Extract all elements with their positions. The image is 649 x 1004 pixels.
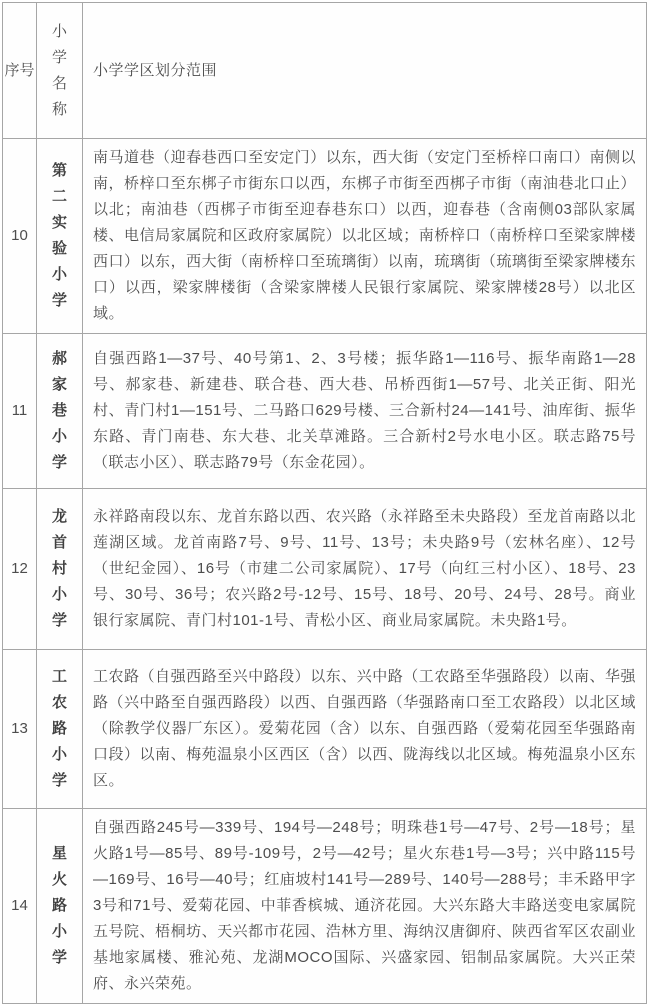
header-school-name: 小学名称 xyxy=(37,3,83,139)
header-district-range: 小学学区划分范围 xyxy=(83,3,647,139)
table-row xyxy=(3,139,647,334)
school-name-cell: 第二实验小学 xyxy=(37,139,83,334)
school-name-cell: 星火路小学 xyxy=(37,809,83,1004)
row-number-cell: 12 xyxy=(3,489,37,650)
school-name-cell: 郝家巷小学 xyxy=(37,334,83,489)
school-name-cell: 工农路小学 xyxy=(37,650,83,809)
district-range-cell: 南马道巷（迎春巷西口至安定门）以东，西大街（安定门至桥梓口南口）南侧以南，桥梓口至东梆子市街东口以西，东梆子市街至西梆子市街（南油巷北口止）以北；南油巷（西梆子市街至迎春巷东口）以西，迎春巷（含南侧03部队家属楼、电信局家属院和区政府家属院）以北区域；南桥梓口（南桥梓口至梁家牌楼西口）以东，西大街（南桥梓口至琉璃街）以南，琉璃街（琉璃街至梁家牌楼东口）以西，梁家牌楼街（含梁家牌楼人民银行家属院、梁家牌楼28号）以北区域。 xyxy=(83,139,647,334)
district-range-cell: 自强西路245号—339号、194号—248号；明珠巷1号—47号、2号—18号；星火路1号—85号、89号-109号，2号—42号；星火东巷1号—3号；兴中路115号—169号、16号—40号；红庙坡村141号—289号、140号—288号；丰禾路甲字3号和71号、爱菊花园、中菲香槟城、通济花园。大兴东路大丰路送变电家属院五号院、梧桐坊、天兴都市花园、浩林方里、海纳汉唐御府、陕西省军区农副业基地家属楼、雅沁苑、龙湖MOCO国际、兴盛家园、铝制品家属院。大兴正荣府、永兴荣苑。 xyxy=(83,809,647,1004)
table-row xyxy=(3,489,647,650)
table-row xyxy=(3,650,647,809)
table-row xyxy=(3,334,647,489)
row-number-cell: 13 xyxy=(3,650,37,809)
school-name-cell: 龙首村小学 xyxy=(37,489,83,650)
row-number-cell: 10 xyxy=(3,139,37,334)
district-range-cell: 永祥路南段以东、龙首东路以西、农兴路（永祥路至未央路段）至龙首南路以北莲湖区域。龙首南路7号、9号、11号、13号；未央路9号（宏林名座）、12号（世纪金园）、16号（市建二公司家属院）、17号（向红三村小区）、18号、23号、30号、36号；农兴路2号-12号、15号、18号、20号、24号、28号。商业银行家属院、青门村101-1号、青松小区、商业局家属院。未央路1号。 xyxy=(83,489,647,650)
district-range-cell: 自强西路1—37号、40号第1、2、3号楼；振华路1—116号、振华南路1—28号、郝家巷、新建巷、联合巷、西大巷、吊桥西街1—57号、北关正街、阳光村、青门村1—151号、二马路口629号楼、三合新村24—141号、油库街、振华东路、青门南巷、东大巷、北关草滩路。三合新村2号水电小区。联志路75号（联志小区）、联志路79号（东金花园）。 xyxy=(83,334,647,489)
table-row xyxy=(3,809,647,1004)
district-range-cell: 工农路（自强西路至兴中路段）以东、兴中路（工农路至华强路段）以南、华强路（兴中路至自强西路段）以西、自强西路（华强路南口至工农路段）以北区域（除教学仪器厂东区）。爱菊花园（含）以东、自强西路（爱菊花园至华强路南口段）以南、梅苑温泉小区西区（含）以西、陇海线以北区域。梅苑温泉小区东区。 xyxy=(83,650,647,809)
row-number-cell: 11 xyxy=(3,334,37,489)
table-header-row xyxy=(3,3,647,139)
row-number-cell: 14 xyxy=(3,809,37,1004)
school-district-table xyxy=(2,2,647,1004)
header-serial-number: 序号 xyxy=(3,3,37,139)
